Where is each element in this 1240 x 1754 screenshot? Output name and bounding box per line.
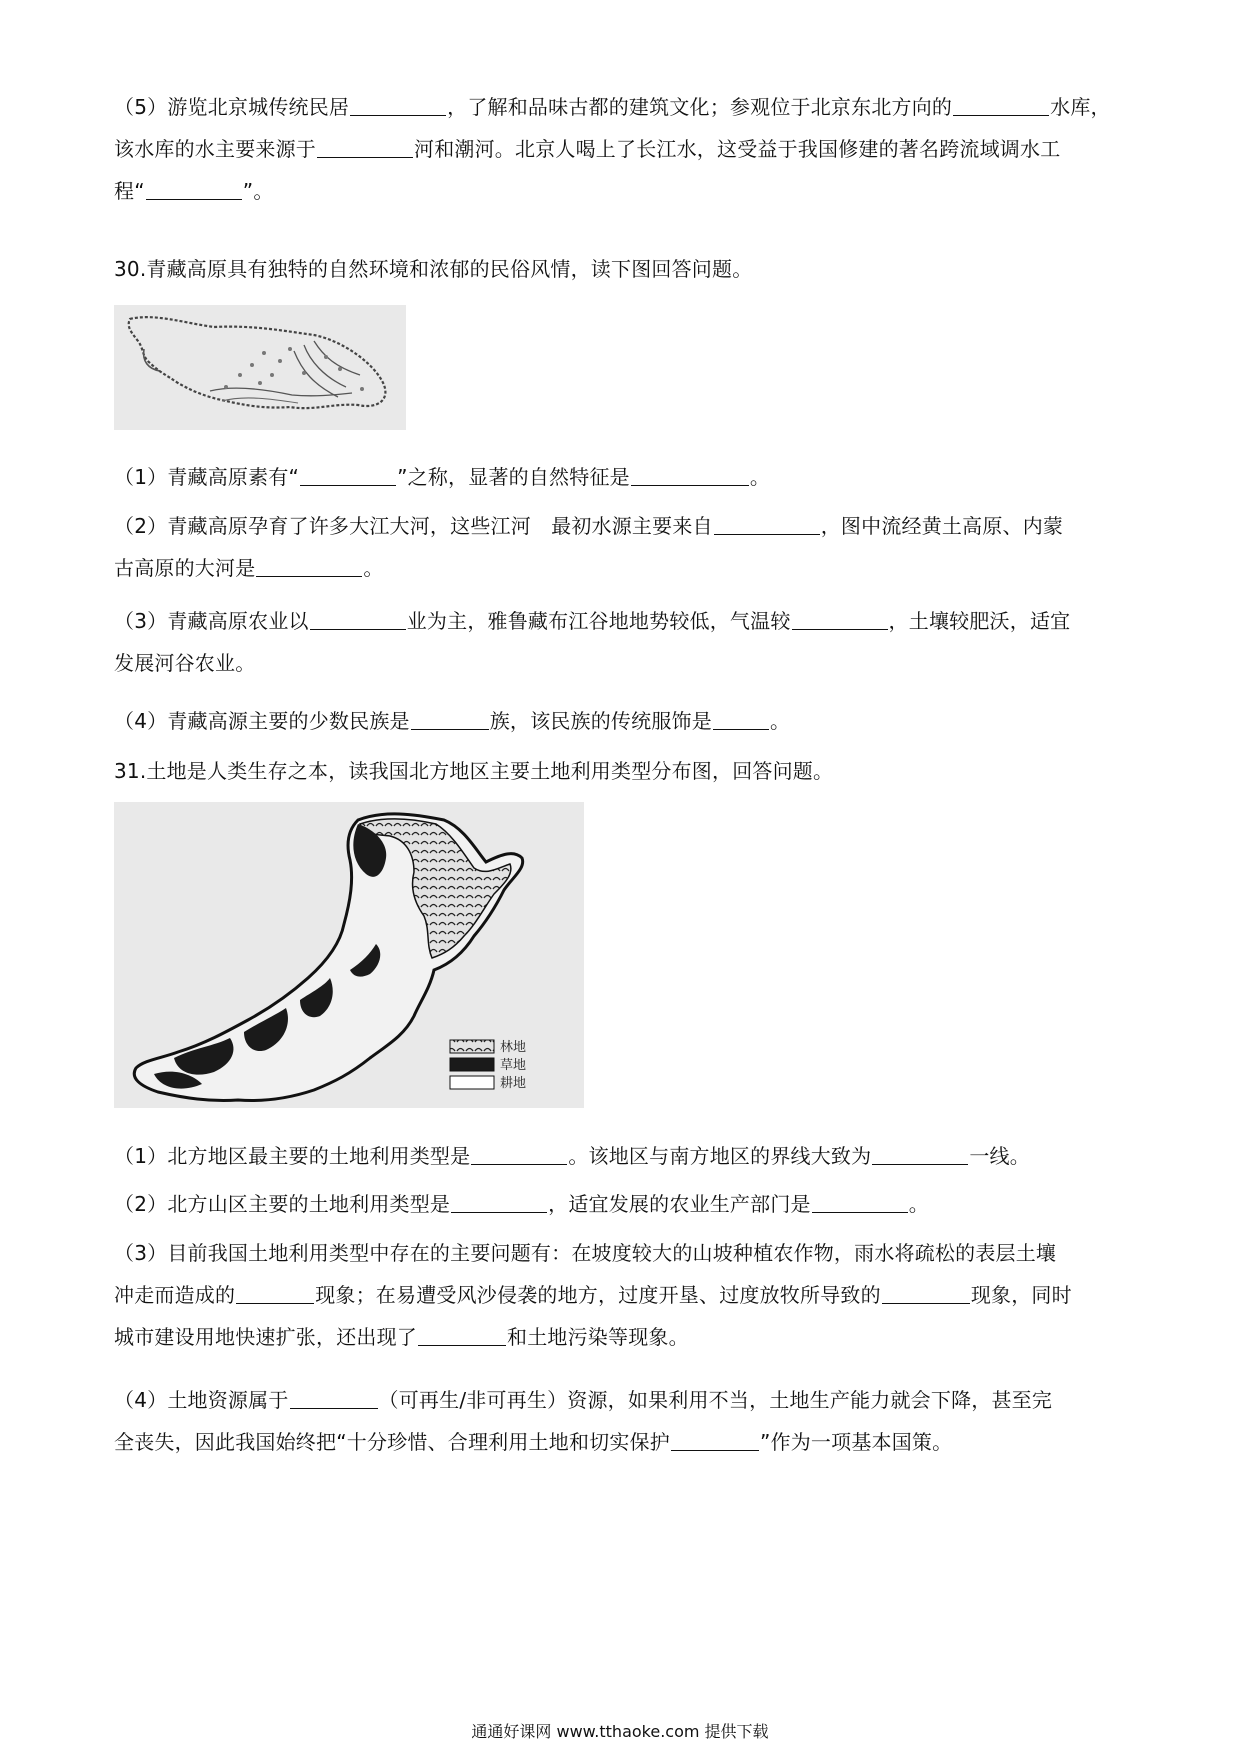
answer-blank[interactable] [953, 95, 1049, 116]
q30-sub4: （4）青藏高源主要的少数民族是 族，该民族的传统服饰是 。 [114, 709, 791, 733]
answer-blank[interactable] [471, 1144, 567, 1165]
legend-grassland: 草地 [500, 1058, 527, 1073]
answer-blank[interactable] [882, 1283, 970, 1304]
q30-intro: 30.青藏高原具有独特的自然环境和浓郁的民俗风情，读下图回答问题。 [114, 257, 753, 281]
answer-blank[interactable] [310, 609, 406, 630]
answer-blank[interactable] [714, 514, 820, 535]
north-china-land-use-map [114, 802, 584, 1108]
q29-part5: （5）游览北京城传统民居 ，了解和品味古都的建筑文化；参观位于北京东北方向的 水库， 该水库的水主要来源于 河和潮河。北京人喝上了长江水，这受益于我国修建的著名跨流域调水工 程“ ”。 [114, 95, 1111, 203]
answer-blank[interactable] [290, 1388, 378, 1409]
answer-blank[interactable] [451, 1192, 547, 1213]
page-footer: 通通好课网 www.tthaoke.com 提供下载 [471, 1722, 769, 1741]
legend-farmland: 耕地 [500, 1076, 527, 1091]
answer-blank[interactable] [256, 556, 362, 577]
tibet-plateau-map [114, 305, 406, 430]
q31-sub1: （1）北方地区最主要的土地利用类型是 。该地区与南方地区的界线大致为 一线。 [114, 1144, 1030, 1168]
answer-blank[interactable] [872, 1144, 968, 1165]
q30-sub3: （3）青藏高原农业以 业为主，雅鲁藏布江谷地地势较低，气温较 ，土壤较肥沃，适宜 发展河谷农业。 [114, 609, 1071, 675]
q31-sub3: （3）目前我国土地利用类型中存在的主要问题有：在坡度较大的山坡种植农作物，雨水将疏松的表层土壤 冲走而造成的 现象；在易遭受风沙侵袭的地方，过度开垦、过度放牧所导致的 现象，同时 城市建设用地快速扩张，还出现了 和土地污染等现象。 [114, 1241, 1072, 1349]
answer-blank[interactable] [350, 95, 446, 116]
answer-blank[interactable] [812, 1192, 908, 1213]
legend-forest: 林地 [500, 1040, 527, 1055]
answer-blank[interactable] [411, 709, 489, 730]
q31-sub4: （4）土地资源属于 （可再生/非可再生）资源，如果利用不当，土地生产能力就会下降，甚至完 全丧失，因此我国始终把“十分珍惜、合理利用土地和切实保护 ”作为一项基本国策。 [114, 1388, 1053, 1454]
answer-blank[interactable] [418, 1325, 506, 1346]
answer-blank[interactable] [300, 465, 396, 486]
answer-blank[interactable] [631, 465, 749, 486]
answer-blank[interactable] [236, 1283, 314, 1304]
q30-sub1: （1）青藏高原素有“ ”之称，显著的自然特征是 。 [114, 465, 771, 489]
answer-blank[interactable] [146, 179, 242, 200]
q30-sub2: （2）青藏高原孕育了许多大江大河，这些江河 最初水源主要来自 ，图中流经黄土高原、内蒙 古高原的大河是 。 [114, 514, 1064, 580]
answer-blank[interactable] [792, 609, 888, 630]
q31-intro: 31.土地是人类生存之本，读我国北方地区主要土地利用类型分布图，回答问题。 [114, 759, 834, 783]
q31-sub2: （2）北方山区主要的土地利用类型是 ，适宜发展的农业生产部门是 。 [114, 1192, 929, 1216]
answer-blank[interactable] [671, 1430, 759, 1451]
answer-blank[interactable] [317, 137, 413, 158]
answer-blank[interactable] [713, 709, 769, 730]
map-legend [450, 1039, 526, 1091]
